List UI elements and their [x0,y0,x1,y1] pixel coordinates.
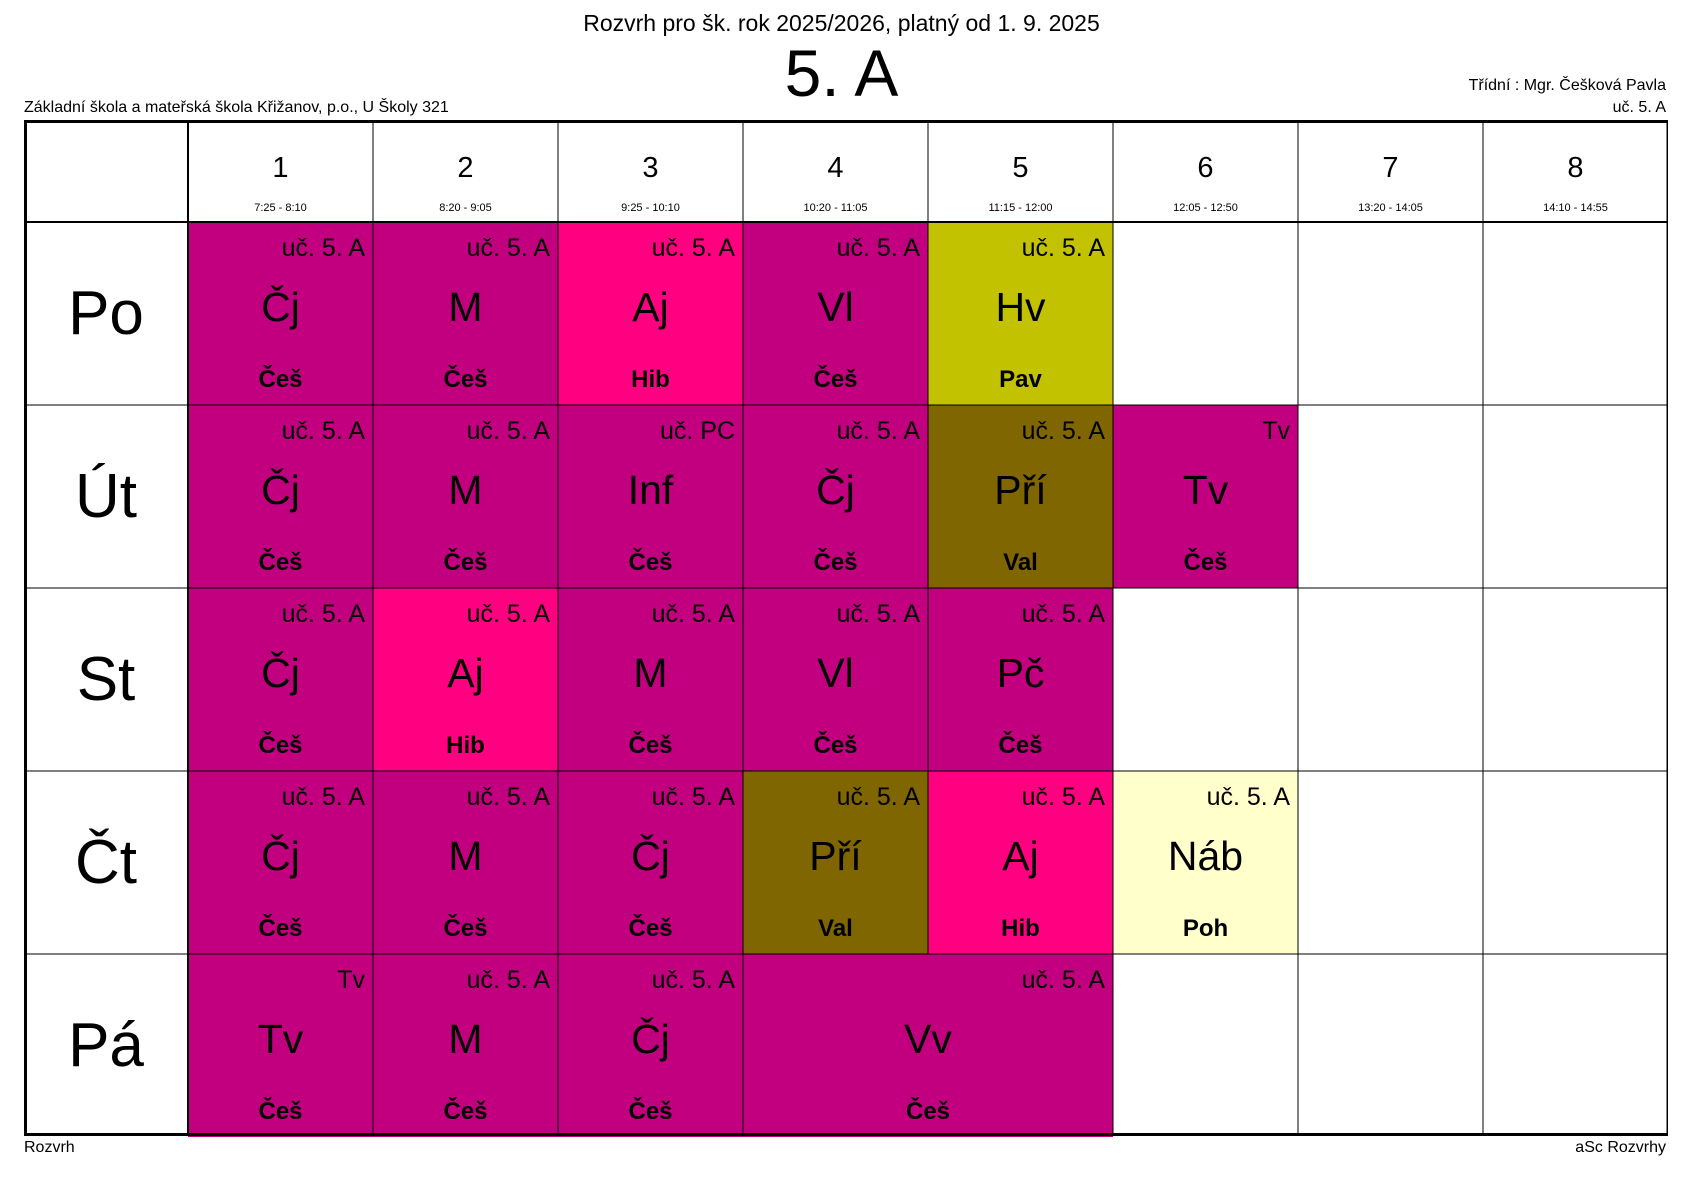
lesson-cell[interactable] [743,222,928,405]
period-time: 9:25 - 10:10 [621,202,680,214]
lesson-cell[interactable] [558,405,743,588]
lesson-room: uč. 5. A [651,966,735,994]
lesson-room: uč. 5. A [836,783,920,811]
period-time: 13:20 - 14:05 [1358,202,1423,214]
lesson-teacher: Češ [258,915,303,942]
lesson-teacher: Češ [628,1098,673,1125]
school-name: Základní škola a mateřská škola Křižanov, p.o., U Školy 321 [24,99,449,116]
lesson-subject: Čj [261,833,300,879]
lesson-subject: Tv [1182,467,1229,513]
lesson-subject: M [448,467,483,513]
lesson-subject: Čj [261,284,300,330]
period-time: 14:10 - 14:55 [1543,202,1608,214]
lesson-teacher: Hib [631,366,670,393]
lesson-teacher: Češ [258,732,303,759]
lesson-room: uč. 5. A [281,600,365,628]
lesson-room: uč. 5. A [466,600,550,628]
lesson-teacher: Češ [628,732,673,759]
lesson-room: uč. 5. A [466,966,550,994]
period-number: 2 [457,152,474,184]
period-number: 6 [1197,152,1214,184]
lesson-subject: Čj [631,1016,670,1062]
lesson-cell[interactable] [743,405,928,588]
lesson-cell[interactable] [373,405,558,588]
lesson-cell[interactable] [928,771,1113,954]
lesson-subject: Čj [261,467,300,513]
lesson-teacher: Češ [1183,549,1228,576]
lesson-teacher: Poh [1182,915,1229,942]
lesson-cell[interactable] [558,954,743,1137]
lesson-subject: Aj [1002,833,1039,879]
lesson-room: Tv [337,966,365,994]
lesson-teacher: Val [1003,549,1038,576]
lesson-teacher: Češ [905,1098,951,1125]
lesson-cell[interactable] [188,954,373,1137]
lesson-teacher: Češ [998,732,1043,759]
lesson-subject: Aj [447,650,484,696]
lesson-cell[interactable] [188,588,373,771]
class-title: 5. A [784,36,899,110]
lesson-room: uč. 5. A [1206,783,1290,811]
lesson-teacher: Češ [628,549,673,576]
home-room: uč. 5. A [1612,99,1666,116]
period-header-5 [928,120,1113,222]
period-time: 11:15 - 12:00 [988,202,1053,214]
lesson-cell[interactable] [1113,405,1298,588]
lesson-room: uč. 5. A [836,234,920,262]
lesson-cell[interactable] [188,222,373,405]
lesson-subject: Pří [994,467,1047,513]
lesson-cell[interactable] [373,954,558,1137]
lesson-cell[interactable] [373,588,558,771]
period-time: 10:20 - 11:05 [803,202,868,214]
lesson-teacher: Val [818,915,853,942]
lesson-subject: Vl [817,284,854,330]
lesson-teacher: Češ [443,915,488,942]
period-number: 7 [1382,152,1399,184]
lesson-teacher: Češ [258,1098,303,1125]
lesson-cell[interactable] [1113,771,1298,954]
lesson-teacher: Češ [443,549,488,576]
lesson-subject: Čj [816,467,855,513]
period-header-2 [373,120,558,222]
day-label: Pá [68,1011,144,1080]
period-number: 8 [1567,152,1584,184]
lesson-room: uč. 5. A [1021,966,1105,994]
lesson-teacher: Češ [258,366,303,393]
period-time: 12:05 - 12:50 [1173,202,1238,214]
lesson-subject: Tv [257,1016,304,1062]
lesson-cell[interactable] [928,588,1113,771]
lesson-room: uč. 5. A [1021,783,1105,811]
lesson-room: uč. 5. A [281,417,365,445]
lesson-room: Tv [1262,417,1290,445]
lesson-cell[interactable] [743,954,1113,1137]
lesson-subject: Čj [261,650,300,696]
lesson-cell[interactable] [558,222,743,405]
period-header-8 [1483,120,1668,222]
lesson-room: uč. 5. A [281,234,365,262]
lesson-teacher: Pav [999,366,1042,393]
period-time: 8:20 - 9:05 [439,202,492,214]
lesson-room: uč. 5. A [836,600,920,628]
lesson-teacher: Češ [258,549,303,576]
lesson-room: uč. 5. A [466,783,550,811]
lesson-room: uč. 5. A [466,234,550,262]
lesson-room: uč. 5. A [1021,417,1105,445]
lesson-teacher: Češ [813,549,858,576]
day-label: Út [75,462,137,531]
period-number: 5 [1012,152,1029,184]
period-number: 1 [272,152,289,184]
timetable-grid [24,120,1668,1136]
lesson-teacher: Češ [443,1098,488,1125]
period-number: 4 [827,152,844,184]
lesson-subject: Vl [817,650,854,696]
lesson-subject: Pč [996,650,1045,696]
lesson-cell[interactable] [743,588,928,771]
lesson-cell[interactable] [558,588,743,771]
lesson-room: uč. 5. A [1021,600,1105,628]
period-header-3 [558,120,743,222]
lesson-teacher: Hib [1001,915,1040,942]
lesson-teacher: Hib [446,732,485,759]
lesson-cell[interactable] [928,405,1113,588]
timetable-subtitle: Rozvrh pro šk. rok 2025/2026, platný od 1. 9. 2025 [583,10,1100,36]
lesson-room: uč. 5. A [836,417,920,445]
lesson-subject: M [448,1016,483,1062]
lesson-subject: Aj [632,284,669,330]
lesson-cell[interactable] [928,222,1113,405]
footer-right: aSc Rozvrhy [1575,1139,1666,1156]
day-label: Po [68,279,144,348]
period-header-7 [1298,120,1483,222]
lesson-subject: M [448,284,483,330]
lesson-room: uč. 5. A [651,234,735,262]
lesson-room: uč. 5. A [651,783,735,811]
lesson-room: uč. 5. A [466,417,550,445]
lesson-teacher: Češ [813,732,858,759]
lesson-cell[interactable] [743,771,928,954]
lesson-room: uč. 5. A [651,600,735,628]
lesson-subject: Náb [1167,833,1244,879]
day-label: St [76,645,136,714]
class-teacher: Třídní : Mgr. Češková Pavla [1468,77,1666,94]
footer-left: Rozvrh [24,1139,75,1156]
period-header-4 [743,120,928,222]
lesson-teacher: Češ [628,915,673,942]
lesson-teacher: Češ [813,366,858,393]
period-time: 7:25 - 8:10 [254,202,307,214]
lesson-cell[interactable] [188,405,373,588]
lesson-cell[interactable] [188,771,373,954]
lesson-subject: Pří [809,833,862,879]
day-label: Čt [75,828,137,897]
lesson-subject: M [448,833,483,879]
period-header-1 [188,120,373,222]
lesson-subject: Vv [904,1016,952,1062]
lesson-cell[interactable] [558,771,743,954]
lesson-subject: Inf [627,467,674,513]
lesson-cell[interactable] [373,771,558,954]
lesson-subject: M [633,650,668,696]
lesson-room: uč. 5. A [281,783,365,811]
lesson-room: uč. PC [659,417,735,445]
lesson-cell[interactable] [373,222,558,405]
period-header-6 [1113,120,1298,222]
lesson-subject: Hv [995,284,1046,330]
period-number: 3 [642,152,659,184]
lesson-teacher: Češ [443,366,488,393]
lesson-room: uč. 5. A [1021,234,1105,262]
lesson-subject: Čj [631,833,670,879]
